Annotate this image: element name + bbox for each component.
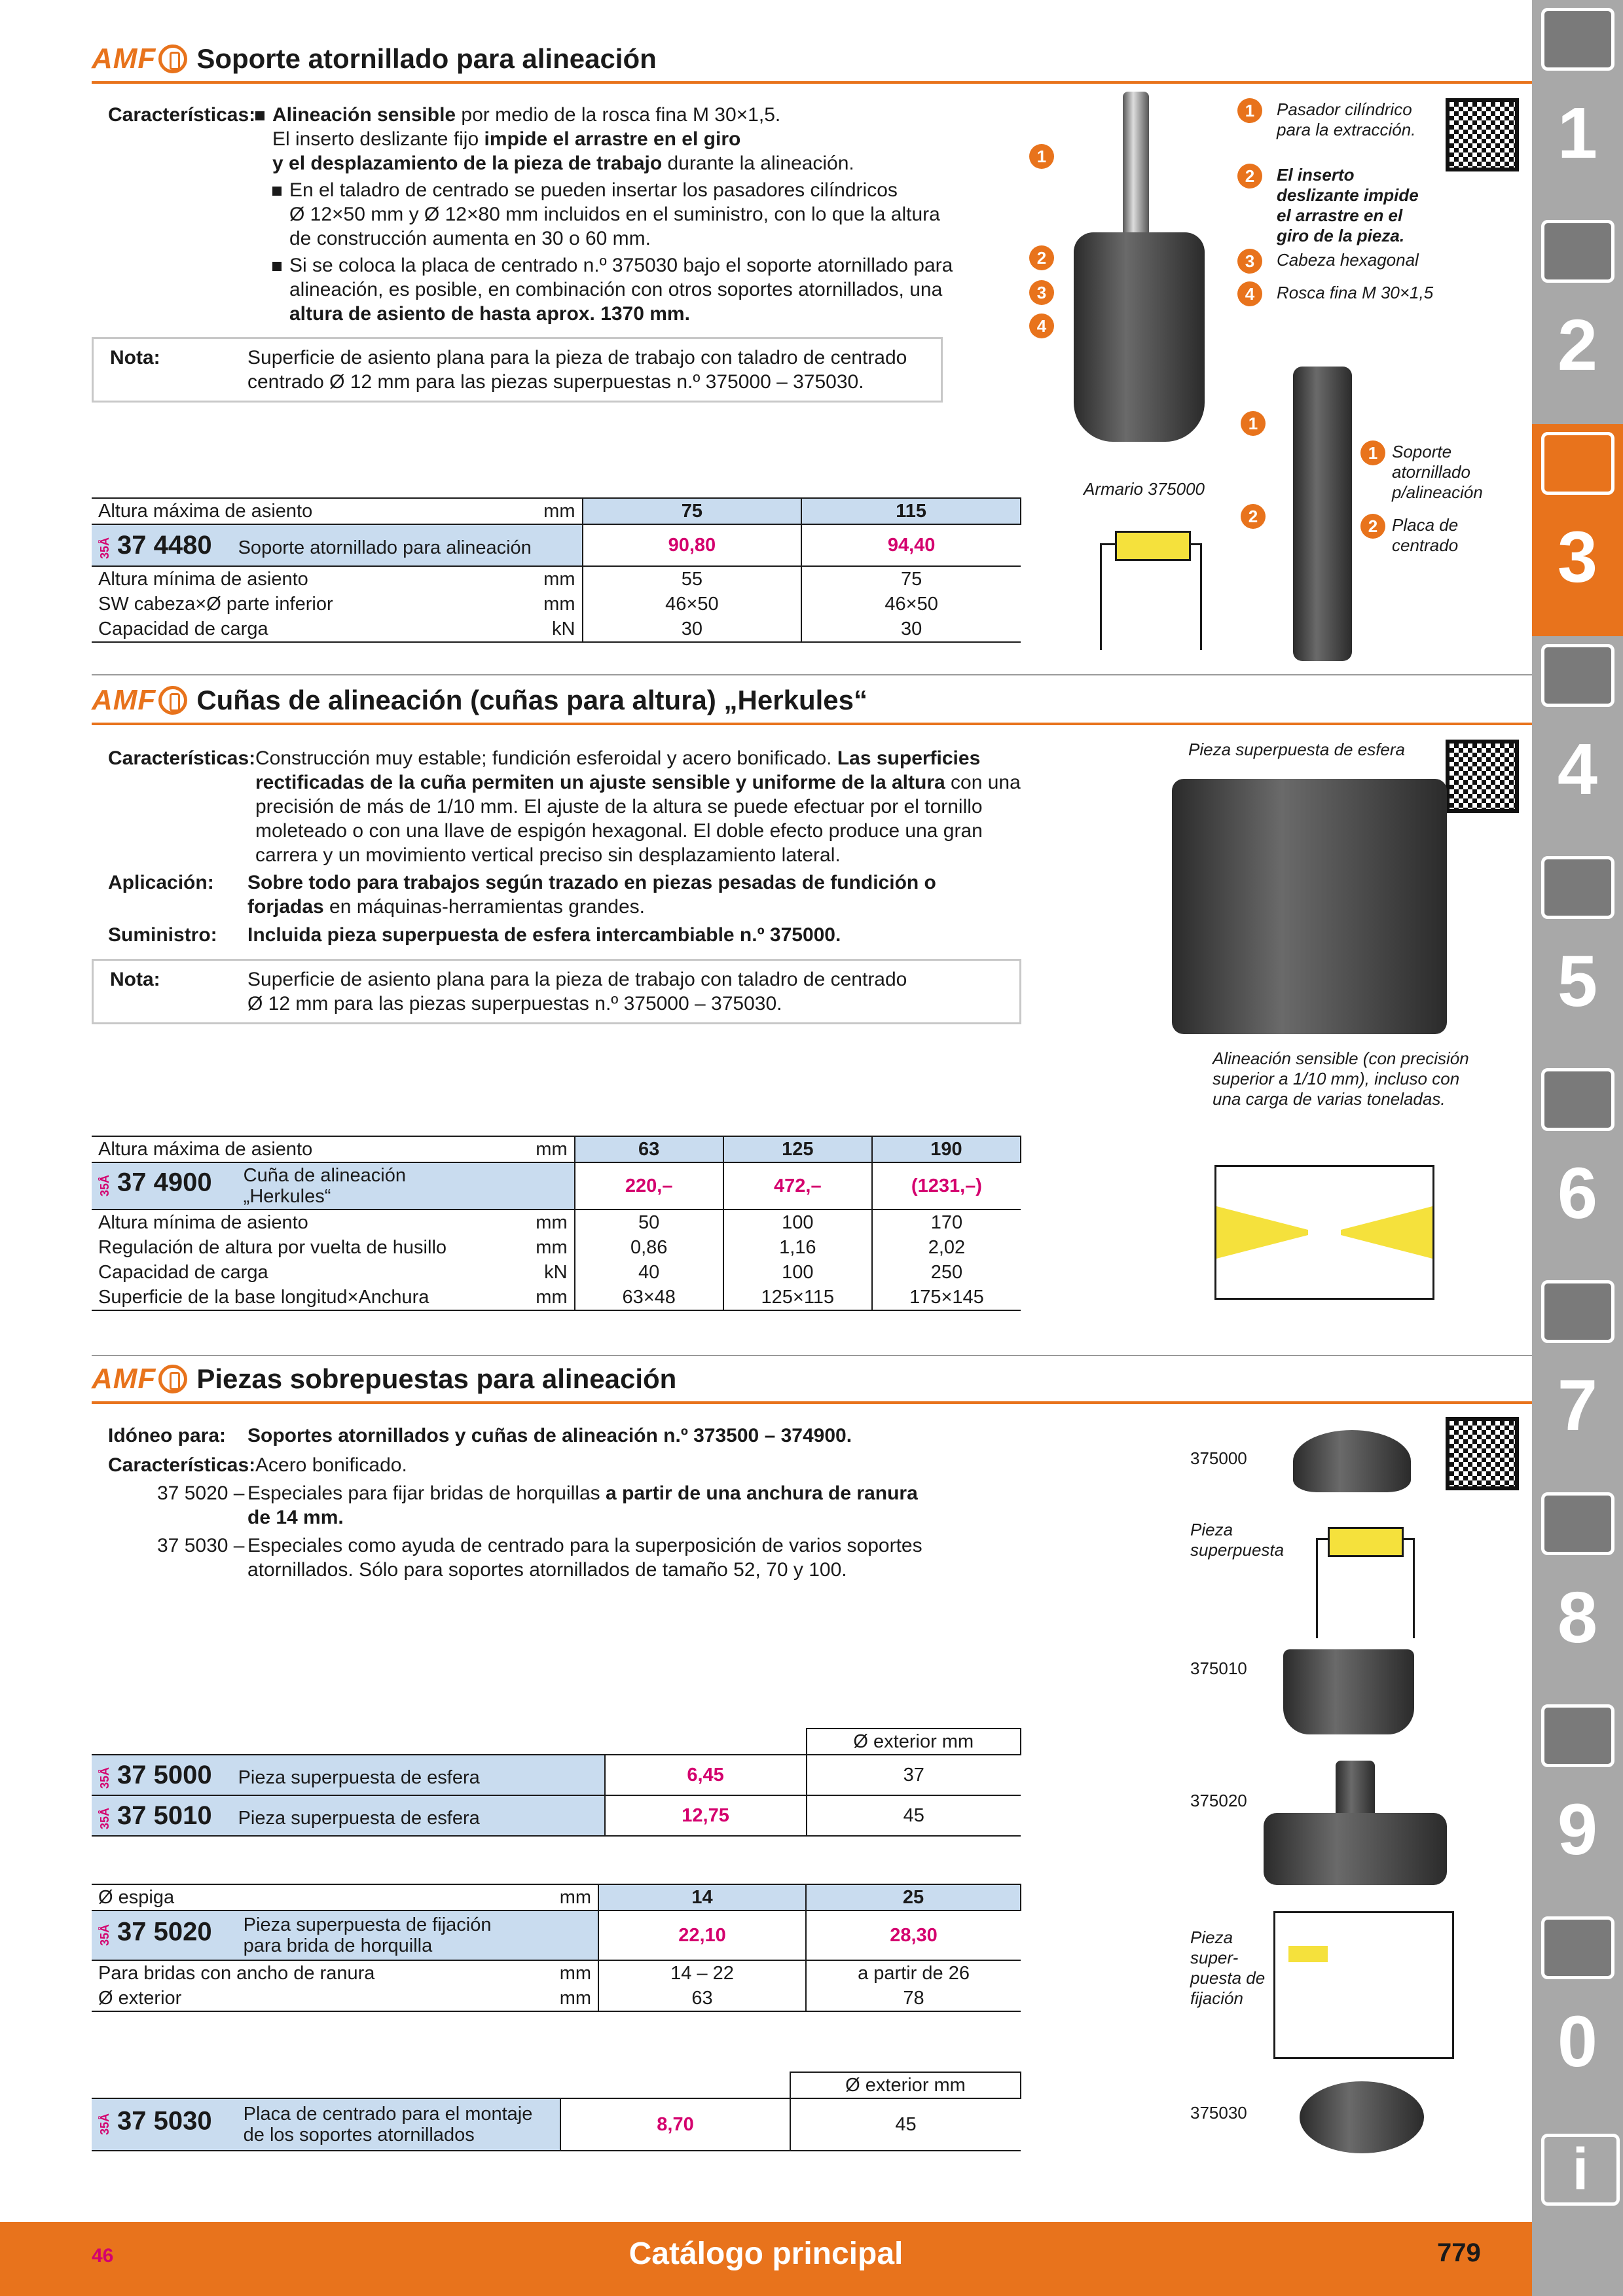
price-cell: 220,– [575, 1162, 723, 1210]
section-title: Cuñas de alineación (cuñas para altura) „Herkules“ [196, 685, 867, 715]
chapter-tab-5[interactable]: 5 [1532, 848, 1623, 1060]
article-cell[interactable]: 35Å 37 5030 Placa de centrado para el montaje de los soportes atornillados [92, 2098, 560, 2151]
item-desc: Especiales como ayuda de centrado para la superposición de varios soportes atornillados. Sólo para soportes atornillados de tamaño 52, 70 y 100. [247, 1535, 922, 1581]
chapter-tab-9[interactable]: 9 [1532, 1696, 1623, 1909]
table-374480: Altura máxima de asiento mm 75 115 35Å 37 4480 Soporte atornillado para alineación 90,80 94,40 Altura mínima de asiento mm 55 75 SW cabeza×Ø parte inferior mm 46×50 46×50 Capacidad de carga kN 30 30 [92, 497, 1021, 643]
section-rule [92, 81, 1532, 84]
label-suministro: Suministro: [108, 924, 217, 946]
qr-code-icon[interactable] [1446, 1417, 1519, 1490]
caption-armario: Armario 375000 [1084, 479, 1205, 499]
price-cell: (1231,–) [872, 1162, 1021, 1210]
label-idoneo: Idóneo para: [108, 1425, 227, 1446]
chapter-tab-1[interactable]: 1 [1532, 0, 1623, 212]
chapter-tab-7[interactable]: 7 [1532, 1272, 1623, 1484]
callout-2: 2 [1360, 514, 1385, 539]
footer-title: Catálogo principal [629, 2236, 903, 2271]
table-374900: Altura máxima de asiento mm 63 125 190 35Å 37 4900 Cuña de alineación „Herkules“ 220,– 472,– (1231,–) Altura mínima de asiento mm 50 100 170 Regulación de altura por vuelta de husillo mm 0,86 1,16 2,02 Capacidad de carga kN 40 100 250 Superficie de la base longitud×Anchura mm 63×48 125×115 175×145 [92, 1136, 1021, 1311]
herkules-wedge-image [1172, 779, 1447, 1034]
features-list: Alineación sensible por medio de la rosca fina M 30×1,5. El inserto deslizante fijo impide el arrastre en el giro y el desplazamiento de la pieza de trabajo durante la alineación. En el taladro de centrado se pueden insertar los pasadores cilíndricos Ø 12×50 mm y Ø 12×80 mm incluidos en el suministro, con lo que la altura de construcción aumenta en 30 o 60 mm. Si se coloca la placa de centrado n.º 375030 bajo el soporte atornillado para alineación, es posible, en combinación con otros soportes atornillados, una altura de asiento de hasta aprox. 1370 mm. [255, 103, 1008, 326]
callout-2: 2 [1029, 245, 1054, 270]
bullet-icon [272, 187, 282, 196]
cylindrical-pin-image [1123, 92, 1149, 242]
insert-icon [1541, 220, 1614, 283]
article-cell[interactable]: 35Å 37 5020 Pieza superpuesta de fijación para brida de horquilla [92, 1910, 598, 1960]
img-label: 375030 [1190, 2103, 1247, 2123]
section-rule [92, 723, 1532, 725]
caption-support: Soporte atornillado p/alineación [1392, 442, 1483, 502]
page-number-left: 46 [92, 2245, 114, 2267]
price-cell: 90,80 [583, 524, 802, 566]
section-rule [92, 1401, 1532, 1404]
label-caracteristicas: Características: [108, 747, 256, 769]
qr-code-icon[interactable] [1446, 98, 1519, 171]
callout-legend: 1 Pasador cilíndrico para la extracción. 2 El inserto deslizante impide el arrastre en el giro de la pieza. 3 Cabeza hexagonal 4 Rosca fina M 30×1,5 [1237, 98, 1434, 314]
assembly-image [1293, 367, 1352, 661]
table-375020: Ø espiga mm 14 25 35Å 37 5020 Pieza superpuesta de fijación para brida de horquilla 22,10 28,30 Para bridas con ancho de ranura mm 14 – 22 a partir de 26 Ø exterior mm 63 78 [92, 1884, 1021, 2012]
saw-icon [1541, 856, 1614, 919]
img-label: Pieza superpuesta [1190, 1520, 1285, 1560]
wrench-icon [1541, 1068, 1614, 1131]
note-box: Nota: Superficie de asiento plana para la pieza de trabajo con taladro de centrado Ø 12 mm para las piezas superpuestas n.º 375000 – 375030. [92, 959, 1021, 1024]
callout-2: 2 [1241, 504, 1266, 529]
chapter-tab-info[interactable] [1532, 2121, 1623, 2219]
chapter-tab-6[interactable]: 6 [1532, 1060, 1623, 1272]
item-ref: 37 5020 – [157, 1482, 245, 1504]
clamp-sketch [1273, 1911, 1454, 2059]
info-icon: i [1541, 2134, 1620, 2206]
threaded-support-image [1074, 232, 1205, 442]
features-text: Acero bonificado. [255, 1454, 407, 1476]
section-header-2 [92, 677, 867, 723]
section-title: Soporte atornillado para alineación [196, 43, 657, 74]
callout-1: 1 [1241, 411, 1266, 436]
article-cell[interactable]: 35Å 37 4480 Soporte atornillado para alineación [92, 524, 583, 566]
features-text: Construcción muy estable; fundición esferoidal y acero bonificado. Las superficies rectificadas de la cuña permiten un ajuste sensible y uniforme de la altura con una precisión de más de 1/10 mm. El ajuste de la altura se puede efectuar por el tornillo moleteado o con una llave de espigón hexagonal. El doble efecto produce una gran carrera y un movimiento vertical preciso sin desplazamiento lateral. [255, 747, 1021, 866]
label-aplicacion: Aplicación: [108, 872, 214, 893]
section-header-1 [92, 36, 657, 82]
chapter-tab-2[interactable]: 2 [1532, 212, 1623, 424]
img-label: 375000 [1190, 1448, 1247, 1468]
note-box: Nota: Superficie de asiento plana para la pieza de trabajo con taladro de centrado centrado Ø 12 mm para las piezas superpuestas n.º 375000 – 375030. [92, 337, 943, 403]
chapter-tab-8[interactable]: 8 [1532, 1484, 1623, 1696]
item-ref: 37 5030 – [157, 1535, 245, 1556]
callout-4: 4 [1029, 314, 1054, 338]
ball-insert-image [1293, 1430, 1411, 1492]
caption-sensible: Alineación sensible (con precisión superior a 1/10 mm), incluso con una carga de varias toneladas. [1213, 1049, 1469, 1109]
chapter-tab-4[interactable]: 4 [1532, 636, 1623, 848]
price-cell: 472,– [723, 1162, 872, 1210]
supply-text: Incluida pieza superpuesta de esfera intercambiable n.º 375000. [247, 924, 841, 946]
section-header-3 [92, 1356, 676, 1402]
label-caracteristicas: Características: [108, 1454, 256, 1476]
pliers-icon [1541, 1280, 1614, 1343]
insert-sketch [1316, 1538, 1415, 1638]
suitable-text: Soportes atornillados y cuñas de alineación n.º 373500 – 374900. [247, 1425, 852, 1446]
amf-logo: AMF [92, 684, 187, 717]
cabinet-icon [1541, 1704, 1614, 1767]
wedge-sketch [1214, 1165, 1434, 1300]
price-cell: 94,40 [801, 524, 1021, 566]
chapter-tab-3[interactable]: 3 [1532, 424, 1623, 636]
clamp-pin-image [1336, 1761, 1375, 1820]
section-title: Piezas sobrepuestas para alineación [196, 1363, 677, 1394]
label-caracteristicas: Características: [108, 104, 256, 126]
article-cell[interactable]: 35Å 37 4900 Cuña de alineación „Herkules“ [92, 1162, 575, 1210]
section-divider [92, 674, 1532, 675]
tools-icon [1541, 1492, 1614, 1555]
callout-3: 3 [1029, 280, 1054, 305]
application-text: Sobre todo para trabajos según trazado en piezas pesadas de fundición o forjadas en máquinas-herramientas grandes. [247, 872, 936, 918]
armario-sketch [1100, 543, 1202, 650]
amf-logo: AMF [92, 1363, 187, 1395]
caption-plate: Placa de centrado [1392, 515, 1459, 555]
article-cell[interactable]: 35Å 37 5000 Pieza superpuesta de esfera [92, 1755, 605, 1795]
centering-plate-image [1300, 2081, 1424, 2153]
table-375030: Ø exterior mm 35Å 37 5030 Placa de centrado para el montaje de los soportes atornillados 8,70 45 [92, 2072, 1021, 2151]
safety-glasses-icon [1541, 1916, 1614, 1979]
qr-code-icon[interactable] [1446, 740, 1519, 813]
img-label: 375010 [1190, 1659, 1247, 1678]
item-desc: Especiales para fijar bridas de horquillas a partir de una anchura de ranura de 14 mm. [247, 1482, 918, 1528]
img-label: Pieza super-puesta de fijación [1190, 1928, 1266, 2008]
bullet-icon [255, 111, 264, 120]
v-insert-image [1283, 1649, 1414, 1734]
amf-logo: AMF [92, 43, 187, 75]
caption-ball-insert: Pieza superpuesta de esfera [1188, 740, 1405, 759]
drill-icon [1541, 8, 1614, 71]
img-label: 375020 [1190, 1791, 1247, 1810]
callout-1: 1 [1360, 440, 1385, 465]
table-375000: Ø exterior mm 35Å 37 5000 Pieza superpuesta de esfera 6,45 37 35Å 37 5010 Pieza superpuesta de esfera 12,75 45 [92, 1728, 1021, 1837]
clamp-icon [1541, 432, 1614, 495]
bullet-icon [272, 262, 282, 271]
caliper-icon [1541, 644, 1614, 707]
callout-1: 1 [1029, 144, 1054, 169]
page-number-right: 779 [1437, 2238, 1481, 2267]
article-cell[interactable]: 35Å 37 5010 Pieza superpuesta de esfera [92, 1795, 605, 1836]
chapter-tab-0[interactable]: 0 [1532, 1909, 1623, 2121]
clamp-insert-image [1264, 1813, 1447, 1885]
